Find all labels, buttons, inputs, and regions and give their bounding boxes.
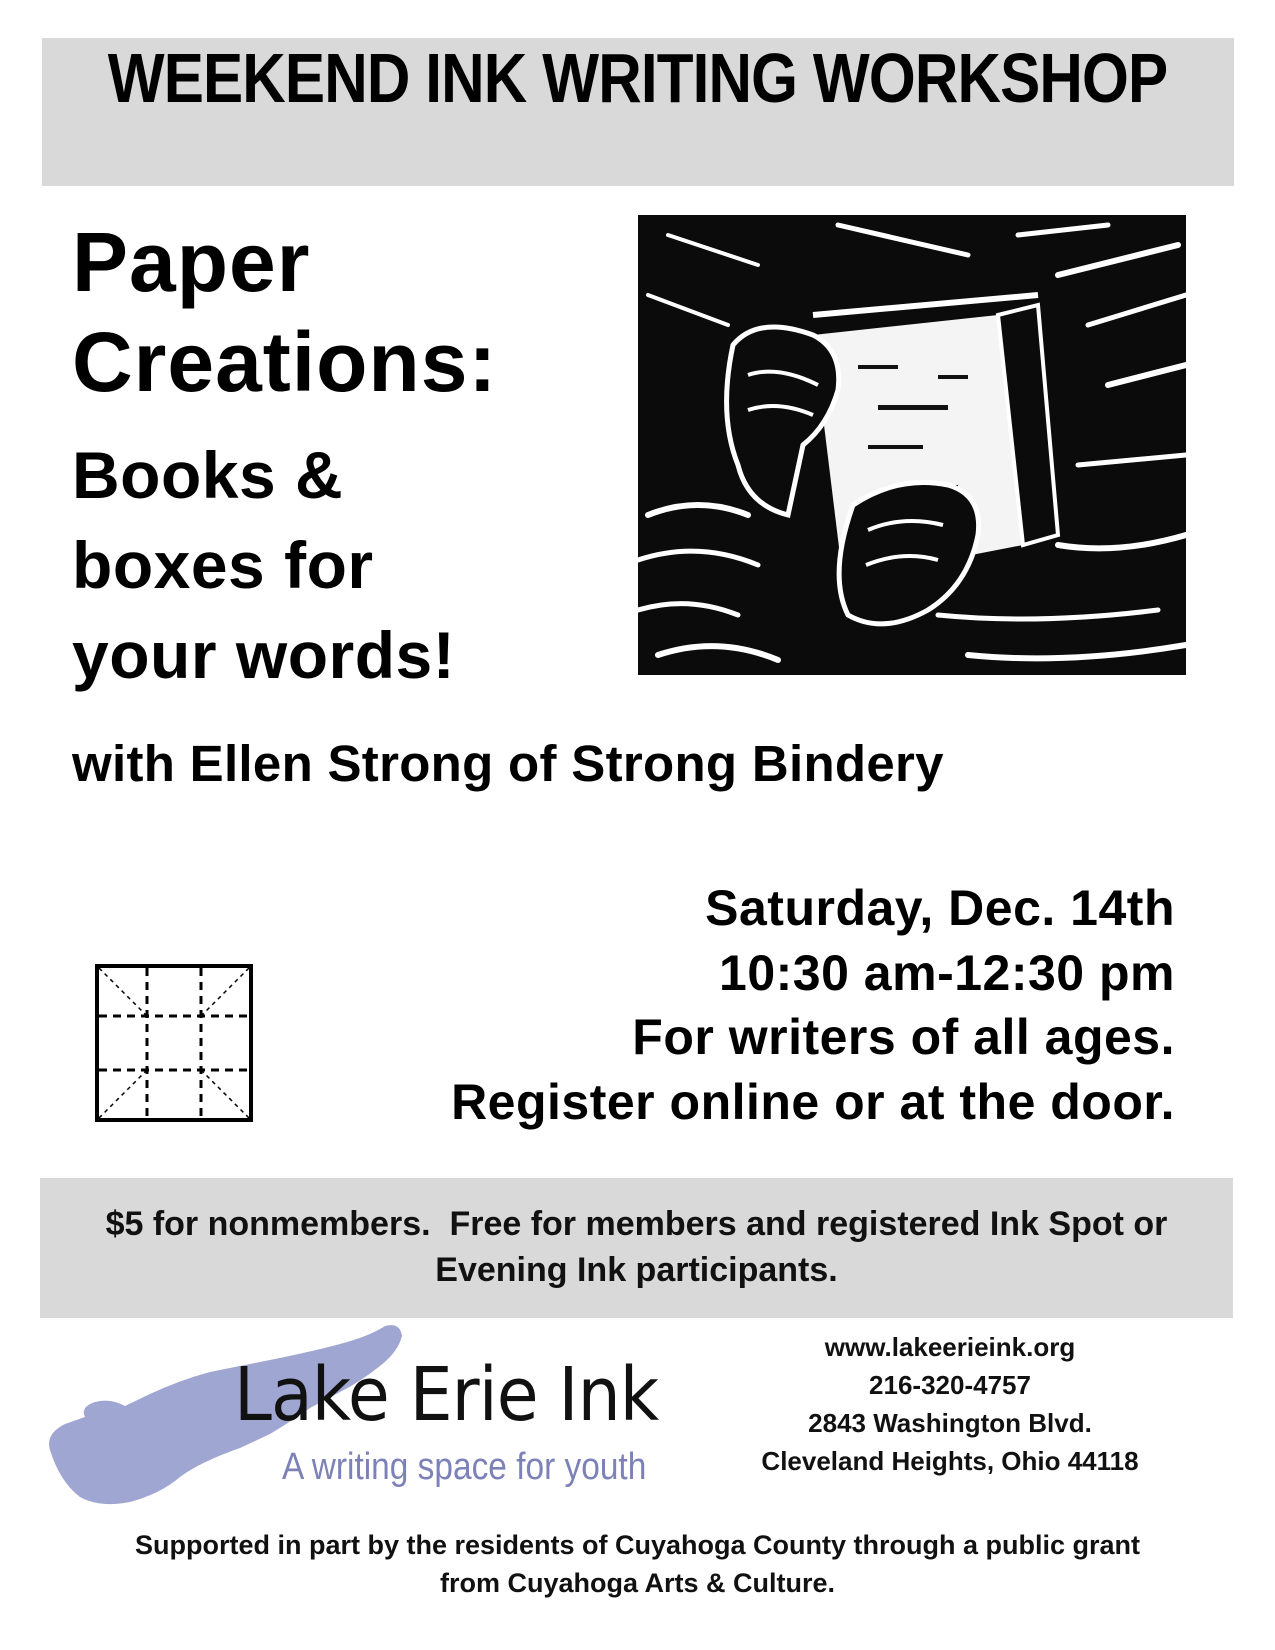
event-audience: For writers of all ages. bbox=[632, 1009, 1175, 1065]
logo-tagline: A writing space for youth bbox=[282, 1446, 647, 1488]
pricing-line: $5 for nonmembers. Free for members and registered Ink Spot or bbox=[105, 1205, 1168, 1243]
workshop-subtitle-line: boxes for bbox=[72, 528, 374, 602]
credit-line: Supported in part by the residents of Cuyahoga County through a public grant bbox=[134, 1530, 1141, 1560]
phone-number: 216-320-4757 bbox=[869, 1370, 1031, 1400]
event-date: Saturday, Dec. 14th bbox=[705, 880, 1175, 936]
workshop-title-line: Paper bbox=[72, 215, 311, 309]
address-city: Cleveland Heights, Ohio 44118 bbox=[761, 1446, 1139, 1476]
logo-name: Lake Erie Ink bbox=[234, 1352, 659, 1438]
workshop-subtitle-line: your words! bbox=[72, 618, 456, 692]
workshop-subtitle-line: Books & bbox=[72, 438, 344, 512]
workshop-title bbox=[72, 212, 632, 412]
workshop-title-line: Creations: bbox=[72, 315, 498, 409]
instructor-credit: with Ellen Strong of Strong Bindery bbox=[72, 735, 944, 792]
website-link[interactable]: www.lakeerieink.org bbox=[824, 1332, 1076, 1362]
paper-fold-diagram-icon bbox=[94, 963, 254, 1123]
address-street: 2843 Washington Blvd. bbox=[808, 1408, 1092, 1438]
hands-holding-book-woodcut-icon bbox=[638, 215, 1186, 675]
pricing-info bbox=[40, 1201, 1233, 1293]
credit-line: from Cuyahoga Arts & Culture. bbox=[439, 1568, 836, 1598]
event-registration: Register online or at the door. bbox=[451, 1073, 1175, 1130]
funding-credit bbox=[40, 1526, 1235, 1602]
pricing-line: Evening Ink participants. bbox=[435, 1251, 838, 1289]
header-title: WEEKEND INK WRITING WORKSHOP bbox=[107, 39, 1168, 117]
event-details bbox=[275, 876, 1175, 1134]
event-time: 10:30 am-12:30 pm bbox=[719, 944, 1175, 1001]
workshop-subtitle bbox=[72, 430, 592, 700]
contact-info bbox=[720, 1328, 1180, 1480]
